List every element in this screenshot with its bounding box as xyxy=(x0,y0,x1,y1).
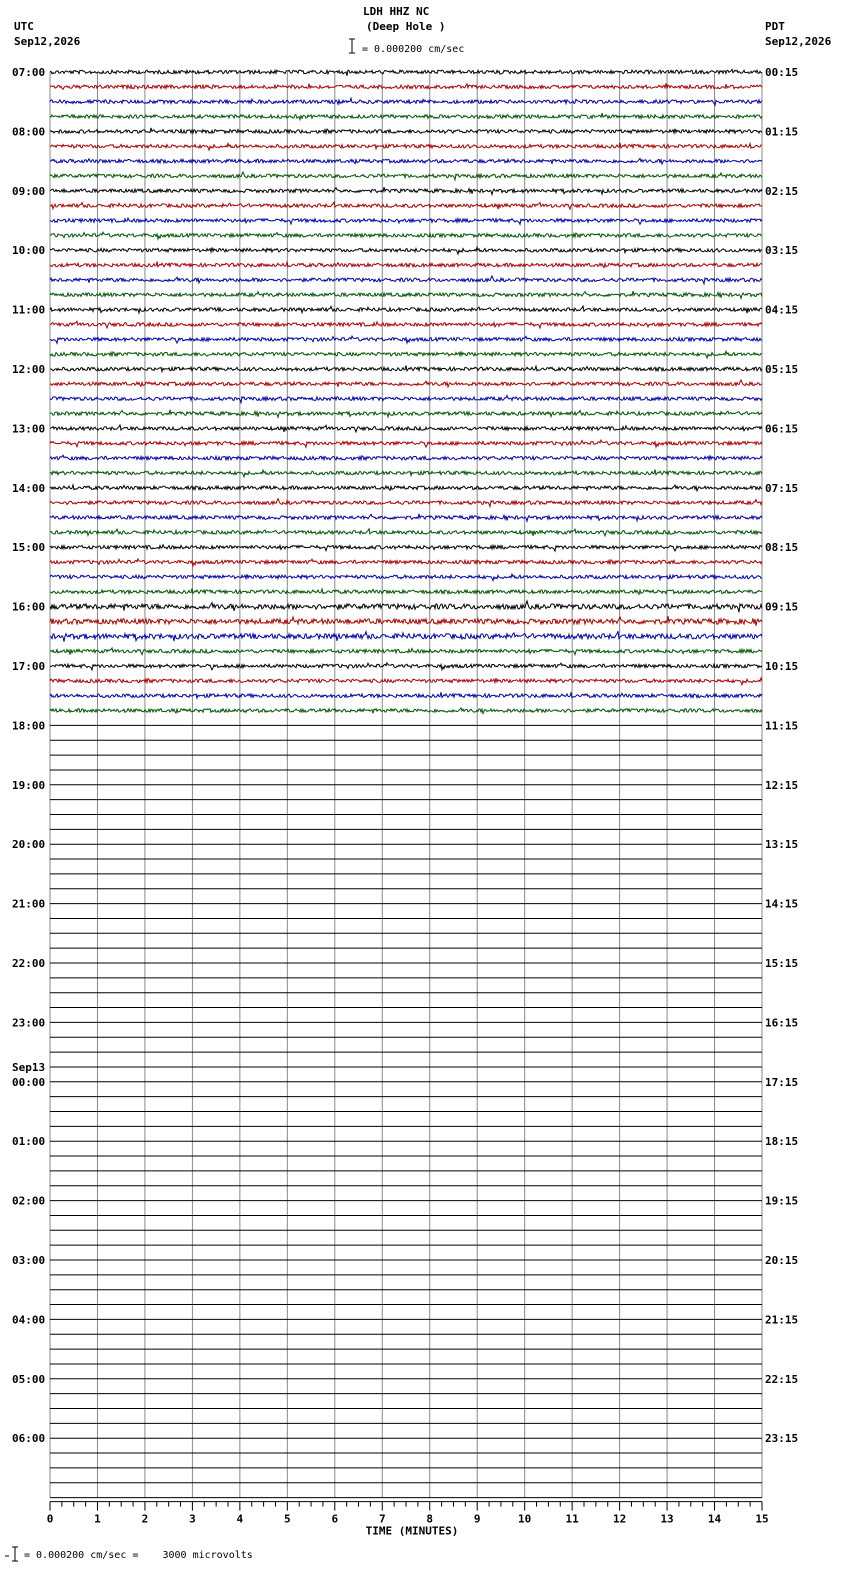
seismic-trace xyxy=(50,601,762,612)
pdt-hour-label: 05:15 xyxy=(765,363,799,376)
utc-hour-label: 18:00 xyxy=(12,719,46,733)
seismic-trace xyxy=(50,218,762,224)
pdt-hour-label: 08:15 xyxy=(765,541,799,555)
pdt-hour-label: 00:15 xyxy=(765,66,799,79)
seismic-trace xyxy=(50,247,762,254)
seismic-trace xyxy=(50,172,762,180)
utc-zone-label: UTC xyxy=(14,20,34,33)
pdt-hour-label: 07:15 xyxy=(765,481,799,495)
x-tick-label: 3 xyxy=(189,1512,196,1526)
seismic-trace xyxy=(50,545,762,551)
pdt-hour-label: 11:15 xyxy=(765,719,799,733)
utc-date-label: Sep12,2026 xyxy=(14,35,81,48)
utc-hour-label: 04:00 xyxy=(12,1313,46,1327)
x-tick-label: 7 xyxy=(378,1512,386,1526)
utc-hour-label: 01:00 xyxy=(12,1135,46,1149)
seismic-trace xyxy=(50,470,762,477)
pdt-hour-label: 19:15 xyxy=(765,1194,799,1208)
utc-hour-label: 00:00 xyxy=(12,1075,46,1089)
seismic-trace xyxy=(50,410,762,417)
seismic-trace xyxy=(50,202,762,209)
utc-hour-label: 03:00 xyxy=(12,1254,46,1267)
x-tick-label: 11 xyxy=(565,1512,579,1526)
utc-hour-label: 19:00 xyxy=(12,778,46,792)
pdt-hour-label: 03:15 xyxy=(765,244,799,258)
pdt-zone-label: PDT xyxy=(765,20,785,33)
seismic-trace xyxy=(50,113,762,120)
utc-hour-label: 09:00 xyxy=(12,184,46,198)
seismic-trace xyxy=(50,351,762,358)
seismic-trace xyxy=(50,262,762,268)
seismic-trace xyxy=(50,306,762,313)
pdt-date-label: Sep12,2026 xyxy=(765,35,832,48)
utc-hour-label: 23:00 xyxy=(12,1016,46,1030)
utc-hour-label: 12:00 xyxy=(12,363,46,376)
utc-hour-label: 16:00 xyxy=(12,600,46,614)
seismic-trace xyxy=(50,83,762,89)
pdt-hour-label: 23:15 xyxy=(765,1432,799,1446)
seismic-trace xyxy=(50,143,762,150)
utc-hour-label: 20:00 xyxy=(12,838,46,852)
seismic-trace xyxy=(50,455,762,460)
seismic-trace xyxy=(50,396,762,403)
seismic-trace xyxy=(50,663,762,670)
seismic-trace xyxy=(50,366,762,372)
x-tick-label: 14 xyxy=(707,1512,722,1526)
footer-scale-text: = 0.000200 cm/sec = 3000 microvolts xyxy=(24,1550,253,1561)
pdt-hour-label: 16:15 xyxy=(765,1016,799,1030)
utc-hour-label: 14:00 xyxy=(12,481,46,495)
utc-hour-label: 13:00 xyxy=(12,422,46,436)
pdt-hour-label: 13:15 xyxy=(765,838,799,852)
pdt-hour-label: 21:15 xyxy=(765,1313,799,1327)
pdt-hour-label: 09:15 xyxy=(765,600,799,614)
seismic-trace xyxy=(50,232,762,239)
pdt-hour-label: 17:15 xyxy=(765,1075,799,1089)
x-tick-label: 0 xyxy=(46,1512,54,1526)
seismic-trace xyxy=(50,588,762,594)
utc-hour-label: 15:00 xyxy=(12,541,46,555)
seismic-trace xyxy=(50,380,762,387)
seismic-trace xyxy=(50,276,762,284)
x-tick-label: 1 xyxy=(94,1512,101,1526)
station-title: LDH HHZ NC xyxy=(363,5,430,18)
seismic-trace xyxy=(50,187,762,194)
seismic-trace xyxy=(50,514,762,521)
x-tick-label: 13 xyxy=(660,1512,674,1526)
seismic-trace xyxy=(50,425,762,432)
pdt-hour-label: 10:15 xyxy=(765,660,799,673)
seismic-trace xyxy=(50,678,762,685)
seismic-trace xyxy=(50,158,762,164)
pdt-hour-label: 15:15 xyxy=(765,957,799,970)
pdt-hour-label: 01:15 xyxy=(765,125,799,139)
x-tick-label: 10 xyxy=(518,1512,532,1526)
x-tick-label: 2 xyxy=(141,1512,149,1526)
utc-hour-label: 11:00 xyxy=(12,303,46,317)
seismic-trace xyxy=(50,336,762,343)
utc-hour-label: 08:00 xyxy=(12,125,46,139)
utc-hour-label: 10:00 xyxy=(12,244,46,258)
seismic-trace xyxy=(50,440,762,447)
location-subtitle: (Deep Hole ) xyxy=(366,20,446,33)
seismic-trace xyxy=(50,559,762,566)
pdt-hour-label: 06:15 xyxy=(765,422,799,436)
utc-hour-label: 17:00 xyxy=(12,660,46,673)
seismic-trace xyxy=(50,485,762,491)
x-tick-label: 6 xyxy=(331,1512,339,1526)
utc-hour-label: 22:00 xyxy=(12,957,46,970)
x-tick-label: 12 xyxy=(612,1512,627,1526)
seismic-trace xyxy=(50,499,762,507)
x-tick-label: 8 xyxy=(426,1512,434,1526)
utc-hour-label: 06:00 xyxy=(12,1432,46,1446)
x-tick-label: 9 xyxy=(473,1512,481,1526)
pdt-hour-label: 02:15 xyxy=(765,184,799,198)
seismic-trace xyxy=(50,128,762,133)
pdt-hour-label: 04:15 xyxy=(765,303,799,317)
seismic-trace xyxy=(50,574,762,581)
x-tick-label: 5 xyxy=(284,1512,291,1526)
pdt-hour-label: 18:15 xyxy=(765,1135,799,1149)
footer-scale-bar-icon xyxy=(4,1545,24,1565)
pdt-hour-label: 22:15 xyxy=(765,1372,799,1386)
seismic-trace xyxy=(50,529,762,536)
date-change-label: Sep13 xyxy=(12,1060,46,1074)
pdt-hour-label: 12:15 xyxy=(765,778,799,792)
pdt-hour-label: 14:15 xyxy=(765,897,799,911)
pdt-hour-label: 20:15 xyxy=(765,1254,799,1267)
x-axis-title: TIME (MINUTES) xyxy=(365,1524,459,1538)
utc-hour-label: 02:00 xyxy=(12,1194,46,1208)
utc-hour-label: 07:00 xyxy=(12,66,46,79)
seismic-trace xyxy=(50,321,762,328)
seismic-trace xyxy=(50,631,762,641)
seismic-trace xyxy=(50,98,762,105)
x-tick-label: 15 xyxy=(755,1512,769,1526)
utc-hour-label: 21:00 xyxy=(12,897,46,911)
seismic-trace xyxy=(50,69,762,75)
utc-hour-label: 05:00 xyxy=(12,1372,46,1386)
x-tick-label: 4 xyxy=(236,1512,244,1526)
seismic-trace xyxy=(50,648,762,655)
seismic-trace xyxy=(50,291,762,298)
header-scale-text: = 0.000200 cm/sec xyxy=(362,44,465,55)
seismic-trace xyxy=(50,708,762,714)
seismic-trace xyxy=(50,616,762,626)
seismic-trace xyxy=(50,692,762,698)
